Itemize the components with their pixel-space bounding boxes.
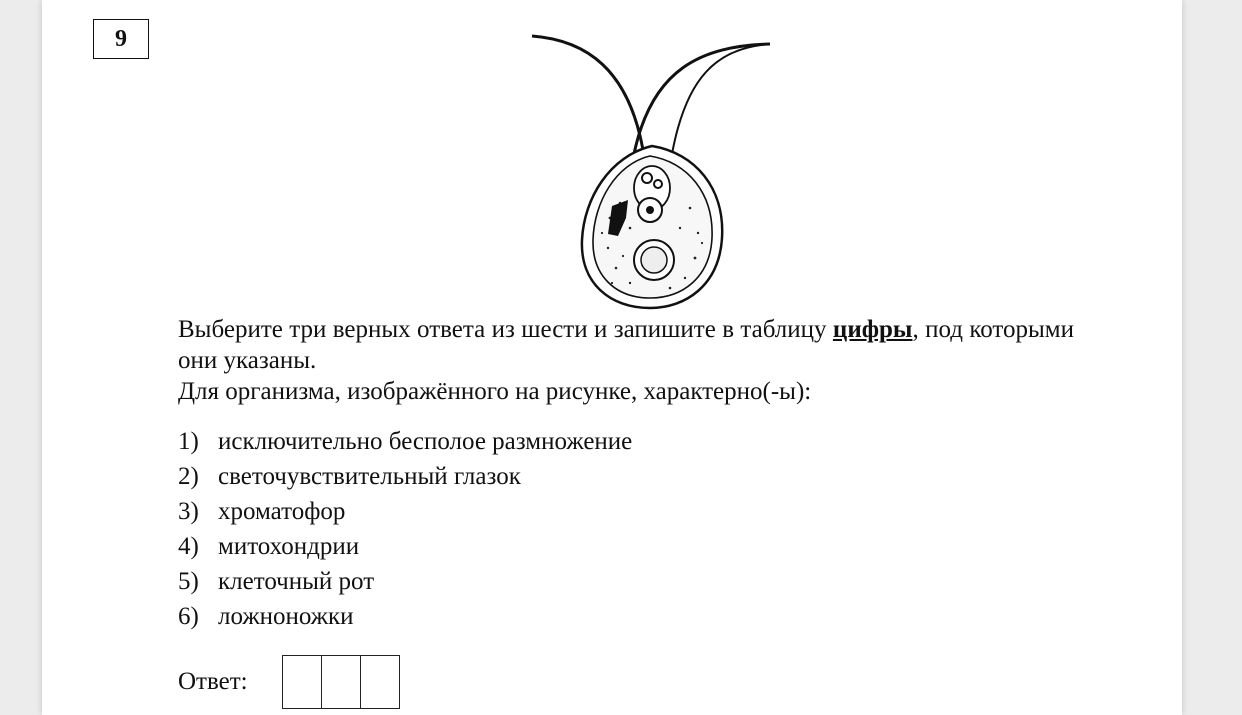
answer-label: Ответ: — [178, 668, 248, 695]
list-item — [178, 494, 632, 529]
option-text: клеточный рот — [218, 568, 375, 595]
instruction-text-end: , под которыми они указаны. — [178, 316, 1074, 374]
answer-cells — [282, 655, 400, 709]
option-text: митохондрии — [218, 533, 360, 560]
answer-cell[interactable] — [283, 656, 322, 708]
option-number: 1) — [178, 428, 199, 455]
option-text: светочувствительный глазок — [218, 463, 521, 490]
answer-row — [178, 655, 400, 709]
instruction-emphasis: цифры — [832, 316, 913, 343]
answer-cell[interactable] — [361, 656, 399, 708]
question-number-box — [93, 19, 149, 59]
option-text: ложноножки — [218, 603, 354, 630]
instruction — [178, 314, 1074, 376]
list-item — [178, 459, 632, 494]
option-number: 4) — [178, 533, 199, 560]
options-list — [178, 424, 632, 634]
answer-cell[interactable] — [322, 656, 361, 708]
option-number: 6) — [178, 603, 199, 630]
option-number: 3) — [178, 498, 199, 525]
question-text — [178, 314, 1074, 407]
question-number: 9 — [115, 25, 127, 52]
option-number: 5) — [178, 568, 199, 595]
list-item — [178, 424, 632, 459]
list-item — [178, 529, 632, 564]
option-text: исключительно бесполое размножение — [218, 428, 633, 455]
list-item — [178, 599, 632, 634]
question-stem: Для организма, изображённого на рисунке, характерно(-ы): — [178, 378, 812, 405]
option-number: 2) — [178, 463, 199, 490]
document-page — [42, 0, 1182, 715]
organism-illustration — [490, 28, 770, 313]
option-text: хроматофор — [218, 498, 346, 525]
instruction-text-start: Выберите три верных ответа из шести и запишите в таблицу — [178, 316, 833, 343]
list-item — [178, 564, 632, 599]
